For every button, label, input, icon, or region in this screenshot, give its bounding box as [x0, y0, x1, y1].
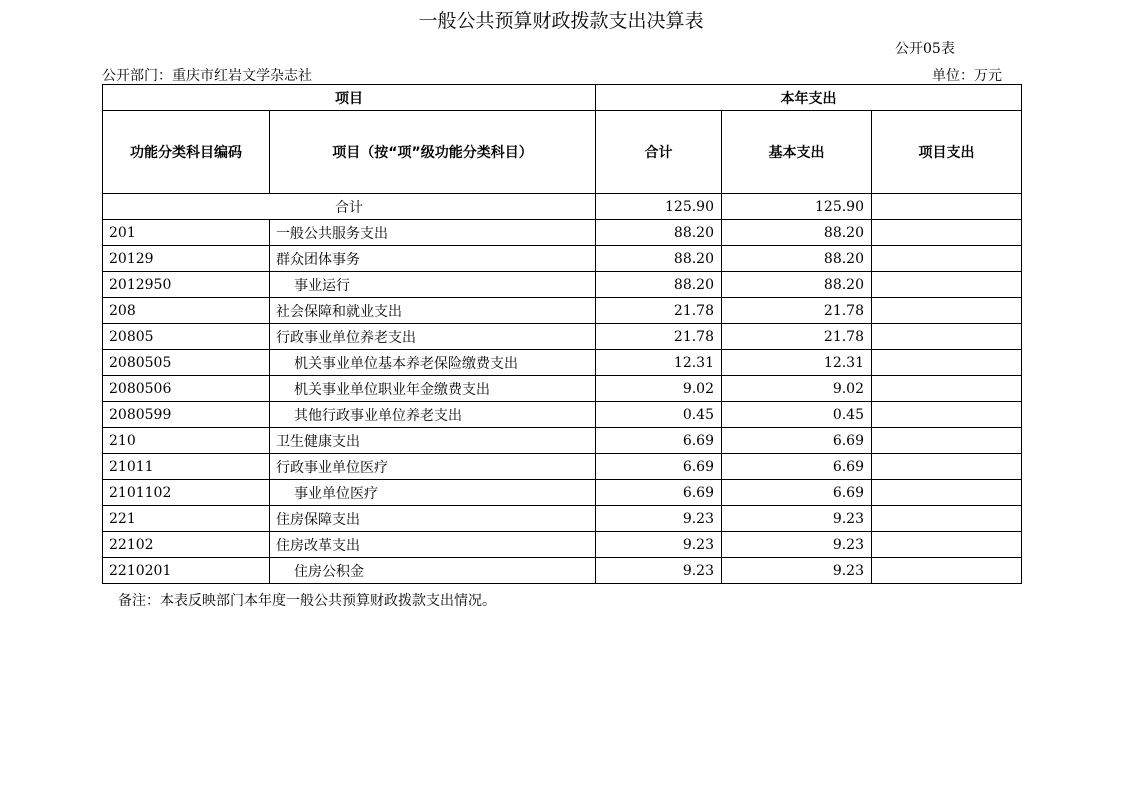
department-label: 公开部门：重庆市红岩文学杂志社	[102, 68, 312, 84]
row-basic: 9.23	[722, 558, 872, 584]
row-item-name: 事业运行	[270, 272, 596, 298]
row-basic: 9.23	[722, 532, 872, 558]
table-row	[103, 350, 1022, 376]
row-project	[872, 350, 1022, 376]
row-basic: 6.69	[722, 454, 872, 480]
table-row	[103, 454, 1022, 480]
row-total: 9.23	[596, 532, 722, 558]
row-total: 21.78	[596, 298, 722, 324]
row-project	[872, 298, 1022, 324]
row-code: 2080506	[103, 376, 270, 402]
row-total: 6.69	[596, 480, 722, 506]
row-basic: 6.69	[722, 428, 872, 454]
row-total: 88.20	[596, 220, 722, 246]
row-total: 88.20	[596, 246, 722, 272]
row-item-name: 社会保障和就业支出	[270, 298, 596, 324]
row-item-name: 事业单位医疗	[270, 480, 596, 506]
row-total: 9.23	[596, 506, 722, 532]
row-total: 12.31	[596, 350, 722, 376]
row-project	[872, 272, 1022, 298]
footnote: 备注：本表反映部门本年度一般公共预算财政拨款支出情况。	[118, 593, 496, 609]
row-item-name: 行政事业单位医疗	[270, 454, 596, 480]
row-code: 20805	[103, 324, 270, 350]
row-code: 201	[103, 220, 270, 246]
row-total: 0.45	[596, 402, 722, 428]
row-code: 22102	[103, 532, 270, 558]
row-basic: 88.20	[722, 246, 872, 272]
row-item-name: 住房保障支出	[270, 506, 596, 532]
row-item-name: 机关事业单位职业年金缴费支出	[270, 376, 596, 402]
row-code: 210	[103, 428, 270, 454]
row-project	[872, 402, 1022, 428]
row-item-name: 一般公共服务支出	[270, 220, 596, 246]
header-project-expenditure: 项目支出	[872, 111, 1022, 194]
total-row-project	[872, 194, 1022, 220]
row-project	[872, 532, 1022, 558]
row-code: 2210201	[103, 558, 270, 584]
header-total: 合计	[596, 111, 722, 194]
row-basic: 6.69	[722, 480, 872, 506]
unit-label: 单位：万元	[932, 68, 1002, 84]
row-project	[872, 324, 1022, 350]
row-basic: 21.78	[722, 324, 872, 350]
header-code: 功能分类科目编码	[103, 111, 270, 194]
table-row	[103, 324, 1022, 350]
row-total: 21.78	[596, 324, 722, 350]
row-total: 6.69	[596, 454, 722, 480]
row-total: 6.69	[596, 428, 722, 454]
row-code: 21011	[103, 454, 270, 480]
header-basic: 基本支出	[722, 111, 872, 194]
table-row	[103, 272, 1022, 298]
row-code: 2080505	[103, 350, 270, 376]
row-basic: 9.02	[722, 376, 872, 402]
row-code: 2101102	[103, 480, 270, 506]
row-total: 88.20	[596, 272, 722, 298]
row-item-name: 行政事业单位养老支出	[270, 324, 596, 350]
row-item-name: 其他行政事业单位养老支出	[270, 402, 596, 428]
row-code: 20129	[103, 246, 270, 272]
row-total: 9.02	[596, 376, 722, 402]
row-item-name: 群众团体事务	[270, 246, 596, 272]
row-basic: 21.78	[722, 298, 872, 324]
table-row	[103, 532, 1022, 558]
table-row	[103, 558, 1022, 584]
row-basic: 88.20	[722, 272, 872, 298]
row-project	[872, 246, 1022, 272]
table-row	[103, 402, 1022, 428]
row-basic: 12.31	[722, 350, 872, 376]
row-basic: 0.45	[722, 402, 872, 428]
page-title: 一般公共预算财政拨款支出决算表	[418, 10, 704, 32]
row-project	[872, 220, 1022, 246]
row-project	[872, 558, 1022, 584]
table-row	[103, 428, 1022, 454]
row-project	[872, 454, 1022, 480]
row-total: 9.23	[596, 558, 722, 584]
row-code: 221	[103, 506, 270, 532]
row-item-name: 机关事业单位基本养老保险缴费支出	[270, 350, 596, 376]
total-row-basic: 125.90	[722, 194, 872, 220]
expenditure-table	[102, 84, 1022, 584]
row-code: 2012950	[103, 272, 270, 298]
row-project	[872, 376, 1022, 402]
row-code: 2080599	[103, 402, 270, 428]
table-row	[103, 220, 1022, 246]
table-row	[103, 246, 1022, 272]
row-project	[872, 428, 1022, 454]
row-item-name: 卫生健康支出	[270, 428, 596, 454]
table-row	[103, 376, 1022, 402]
header-item-name: 项目（按“项”级功能分类科目）	[270, 111, 596, 194]
total-row	[103, 194, 1022, 220]
row-project	[872, 480, 1022, 506]
header-annual-expenditure: 本年支出	[596, 85, 1022, 111]
row-basic: 9.23	[722, 506, 872, 532]
row-code: 208	[103, 298, 270, 324]
table-row	[103, 298, 1022, 324]
row-project	[872, 506, 1022, 532]
row-basic: 88.20	[722, 220, 872, 246]
header-project: 项目	[103, 85, 596, 111]
form-number: 公开05表	[895, 41, 955, 57]
total-row-label: 合计	[103, 194, 596, 220]
total-row-total: 125.90	[596, 194, 722, 220]
row-item-name: 住房改革支出	[270, 532, 596, 558]
table-row	[103, 506, 1022, 532]
row-item-name: 住房公积金	[270, 558, 596, 584]
table-row	[103, 480, 1022, 506]
